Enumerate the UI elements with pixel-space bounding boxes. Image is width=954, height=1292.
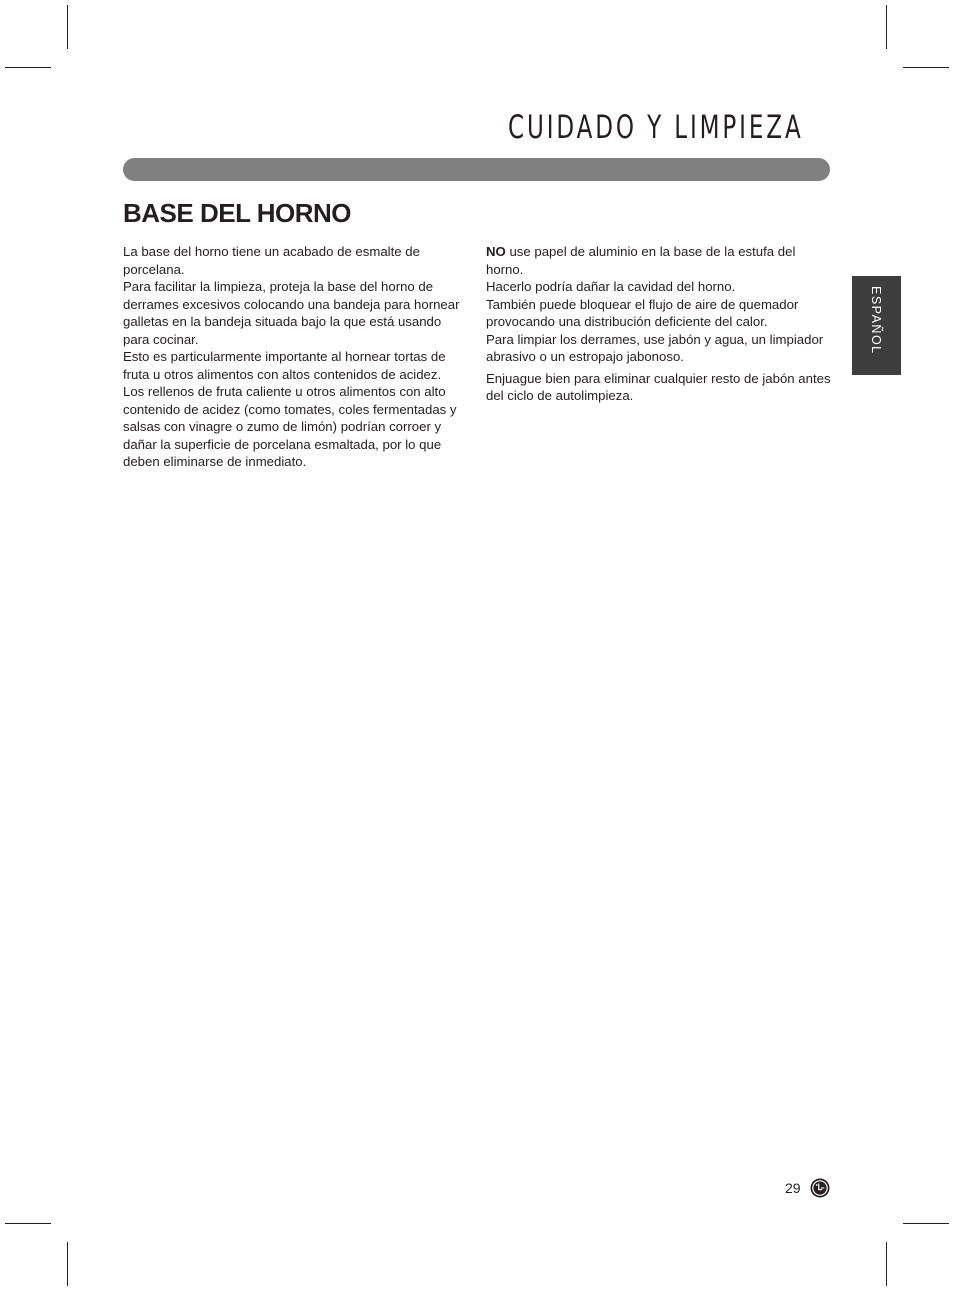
- crop-mark: [886, 5, 887, 49]
- warning-bold: NO: [486, 244, 506, 259]
- language-tab: [852, 276, 901, 375]
- crop-mark: [903, 67, 949, 68]
- language-label: ESPAÑOL: [869, 286, 883, 355]
- section-title: CUIDADO Y LIMPIEZA: [508, 108, 804, 146]
- warning-text: use papel de aluminio en la base de la estufa del horno.: [486, 244, 796, 277]
- paragraph: Enjuague bien para eliminar cualquier resto de jabón antes del ciclo de autolimpieza.: [486, 370, 831, 403]
- warning-paragraph: [486, 243, 834, 278]
- paragraph: Hacerlo podría dañar la cavidad del horno.: [486, 279, 736, 294]
- paragraph: Para limpiar los derrames, use jabón y agua, un limpiador abrasivo o un estropajo jabonoso.: [486, 331, 824, 364]
- paragraph: También puede bloquear el flujo de aire de quemador provocando una distribución deficiente del calor.: [486, 296, 799, 329]
- page-number: 29: [785, 1180, 801, 1196]
- paragraph: La base del horno tiene un acabado de esmalte de porcelana.: [123, 244, 420, 277]
- right-column: [486, 243, 834, 405]
- crop-mark: [5, 1223, 51, 1224]
- lg-logo-icon: [810, 1178, 830, 1198]
- crop-mark: [67, 5, 68, 49]
- title-bar: [123, 158, 830, 181]
- left-column: [123, 243, 471, 471]
- paragraph: Para facilitar la limpieza, proteja la base del horno de derrames excesivos colocando una bandeja para hornear galletas en la bandeja situada bajo la que está usando para cocinar.: [123, 279, 460, 347]
- crop-mark: [886, 1242, 887, 1286]
- crop-mark: [5, 67, 51, 68]
- crop-mark: [67, 1242, 68, 1286]
- paragraph: Los rellenos de fruta caliente u otros alimentos con alto contenido de acidez (como tomates, coles fermentadas y salsas con vinagre o zumo de limón) podrían corroer y dañar la superficie de porcelana esmaltada, por lo que deben eliminarse de inmediato.: [123, 384, 457, 469]
- paragraph: Esto es particularmente importante al hornear tortas de fruta u otros alimentos con altos contenidos de acidez.: [123, 349, 446, 382]
- page-heading: BASE DEL HORNO: [123, 198, 351, 228]
- crop-mark: [903, 1223, 949, 1224]
